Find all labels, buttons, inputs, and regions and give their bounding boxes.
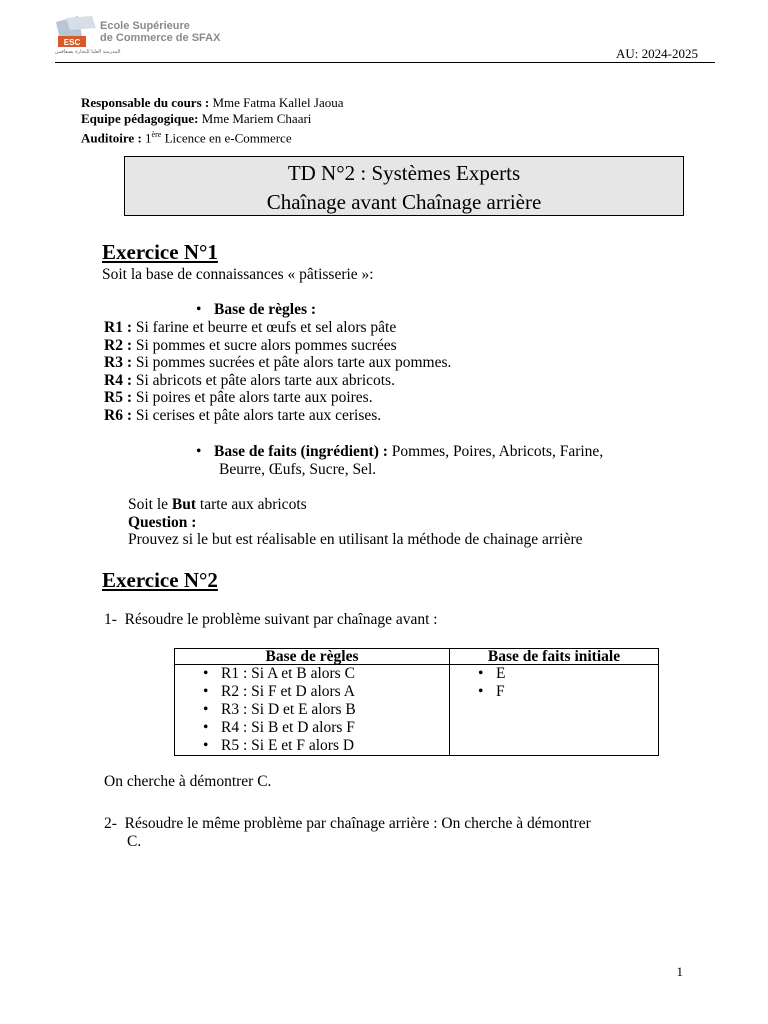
goal-line: Soit le But tarte aux abricots — [128, 496, 307, 513]
bullet-icon: • — [203, 665, 209, 682]
table-rules-cell — [175, 665, 450, 756]
table-rule-item: • R1 : Si A et B alors C — [203, 665, 355, 682]
school-name-line2: de Commerce de SFAX — [100, 32, 221, 44]
rules-list — [104, 319, 451, 424]
rule-item: R5 : Si poires et pâte alors tarte aux poires. — [104, 389, 373, 406]
table-rule-item: • R3 : Si D et E alors B — [203, 701, 356, 718]
bullet-icon: • — [478, 683, 484, 700]
table-header-rules: Base de règles — [175, 649, 450, 665]
exercise2-goal: On cherche à démontrer C. — [104, 773, 272, 790]
question1: 1- Résoudre le problème suivant par chaînage avant : — [104, 611, 438, 628]
rule-item: R1 : Si farine et beurre et œufs et sel alors pâte — [104, 319, 397, 336]
academic-year: AU: 2024-2025 — [616, 46, 698, 61]
exercise1-intro: Soit la base de connaissances « pâtisserie »: — [102, 266, 374, 283]
rule-item: R2 : Si pommes et sucre alors pommes sucrées — [104, 336, 397, 354]
responsable-line: Responsable du cours : Mme Fatma Kallel Jaoua — [81, 95, 344, 110]
table-rule-item: • R5 : Si E et F alors D — [203, 737, 355, 754]
auditoire-line: Auditoire : 1ère Licence en e-Commerce — [81, 130, 292, 146]
title-line2: Chaînage avant Chaînage arrière — [266, 190, 542, 214]
svg-text:ESC: ESC — [63, 38, 81, 47]
question2-line2: C. — [127, 832, 142, 850]
rules-heading: • Base de règles : — [196, 301, 317, 318]
title-line1: TD N°2 : Systèmes Experts — [287, 161, 521, 185]
school-name — [100, 20, 220, 44]
header-divider — [55, 62, 715, 63]
rule-item: R4 : Si abricots et pâte alors tarte aux abricots. — [104, 371, 395, 389]
equipe-line: Equipe pédagogique: Mme Mariem Chaari — [81, 111, 312, 126]
table-fact-item: • E — [478, 665, 506, 682]
page-number: 1 — [676, 964, 683, 979]
bullet-icon: • — [203, 701, 209, 718]
question-text: Prouvez si le but est réalisable en utilisant la méthode de chainage arrière — [128, 531, 583, 548]
school-name-line1: Ecole Supérieure — [100, 20, 190, 32]
course-meta — [81, 95, 344, 146]
rules-facts-table — [174, 648, 659, 756]
goal-block — [128, 496, 583, 549]
bullet-icon: • — [203, 683, 209, 700]
table-facts-cell — [450, 665, 659, 756]
school-name-arabic: المدرسة العليا للتجارة بصفاقس — [55, 49, 121, 55]
document-title — [124, 156, 684, 216]
bullet-icon: • — [478, 665, 484, 682]
table-rule-item: • R2 : Si F et D alors A — [203, 683, 355, 700]
table-rule-item: • R4 : Si B et D alors F — [203, 719, 355, 736]
bullet-icon: • — [203, 737, 209, 754]
exercise1-heading: Exercice N°1 — [102, 240, 218, 264]
table-header-facts: Base de faits initiale — [450, 649, 659, 665]
bullet-icon: • — [196, 301, 202, 318]
facts-line2: Beurre, Œufs, Sucre, Sel. — [219, 460, 377, 478]
facts-base: • Base de faits (ingrédient) : Pommes, Poires, Abricots, Farine, Beurre, Œufs, Sucre, Sel. — [196, 443, 696, 478]
question-label: Question : — [128, 513, 197, 531]
rule-item: R6 : Si cerises et pâte alors tarte aux cerises. — [104, 406, 382, 424]
question2: 2- Résoudre le même problème par chaînage arrière : On cherche à démontrer C. — [104, 815, 704, 850]
bullet-icon: • — [196, 443, 202, 460]
table-fact-item: • F — [478, 683, 505, 700]
bullet-icon: • — [203, 719, 209, 736]
exercise2-heading: Exercice N°2 — [102, 568, 218, 592]
rule-item: R3 : Si pommes sucrées et pâte alors tarte aux pommes. — [104, 354, 452, 371]
esc-logo-icon — [52, 14, 100, 50]
